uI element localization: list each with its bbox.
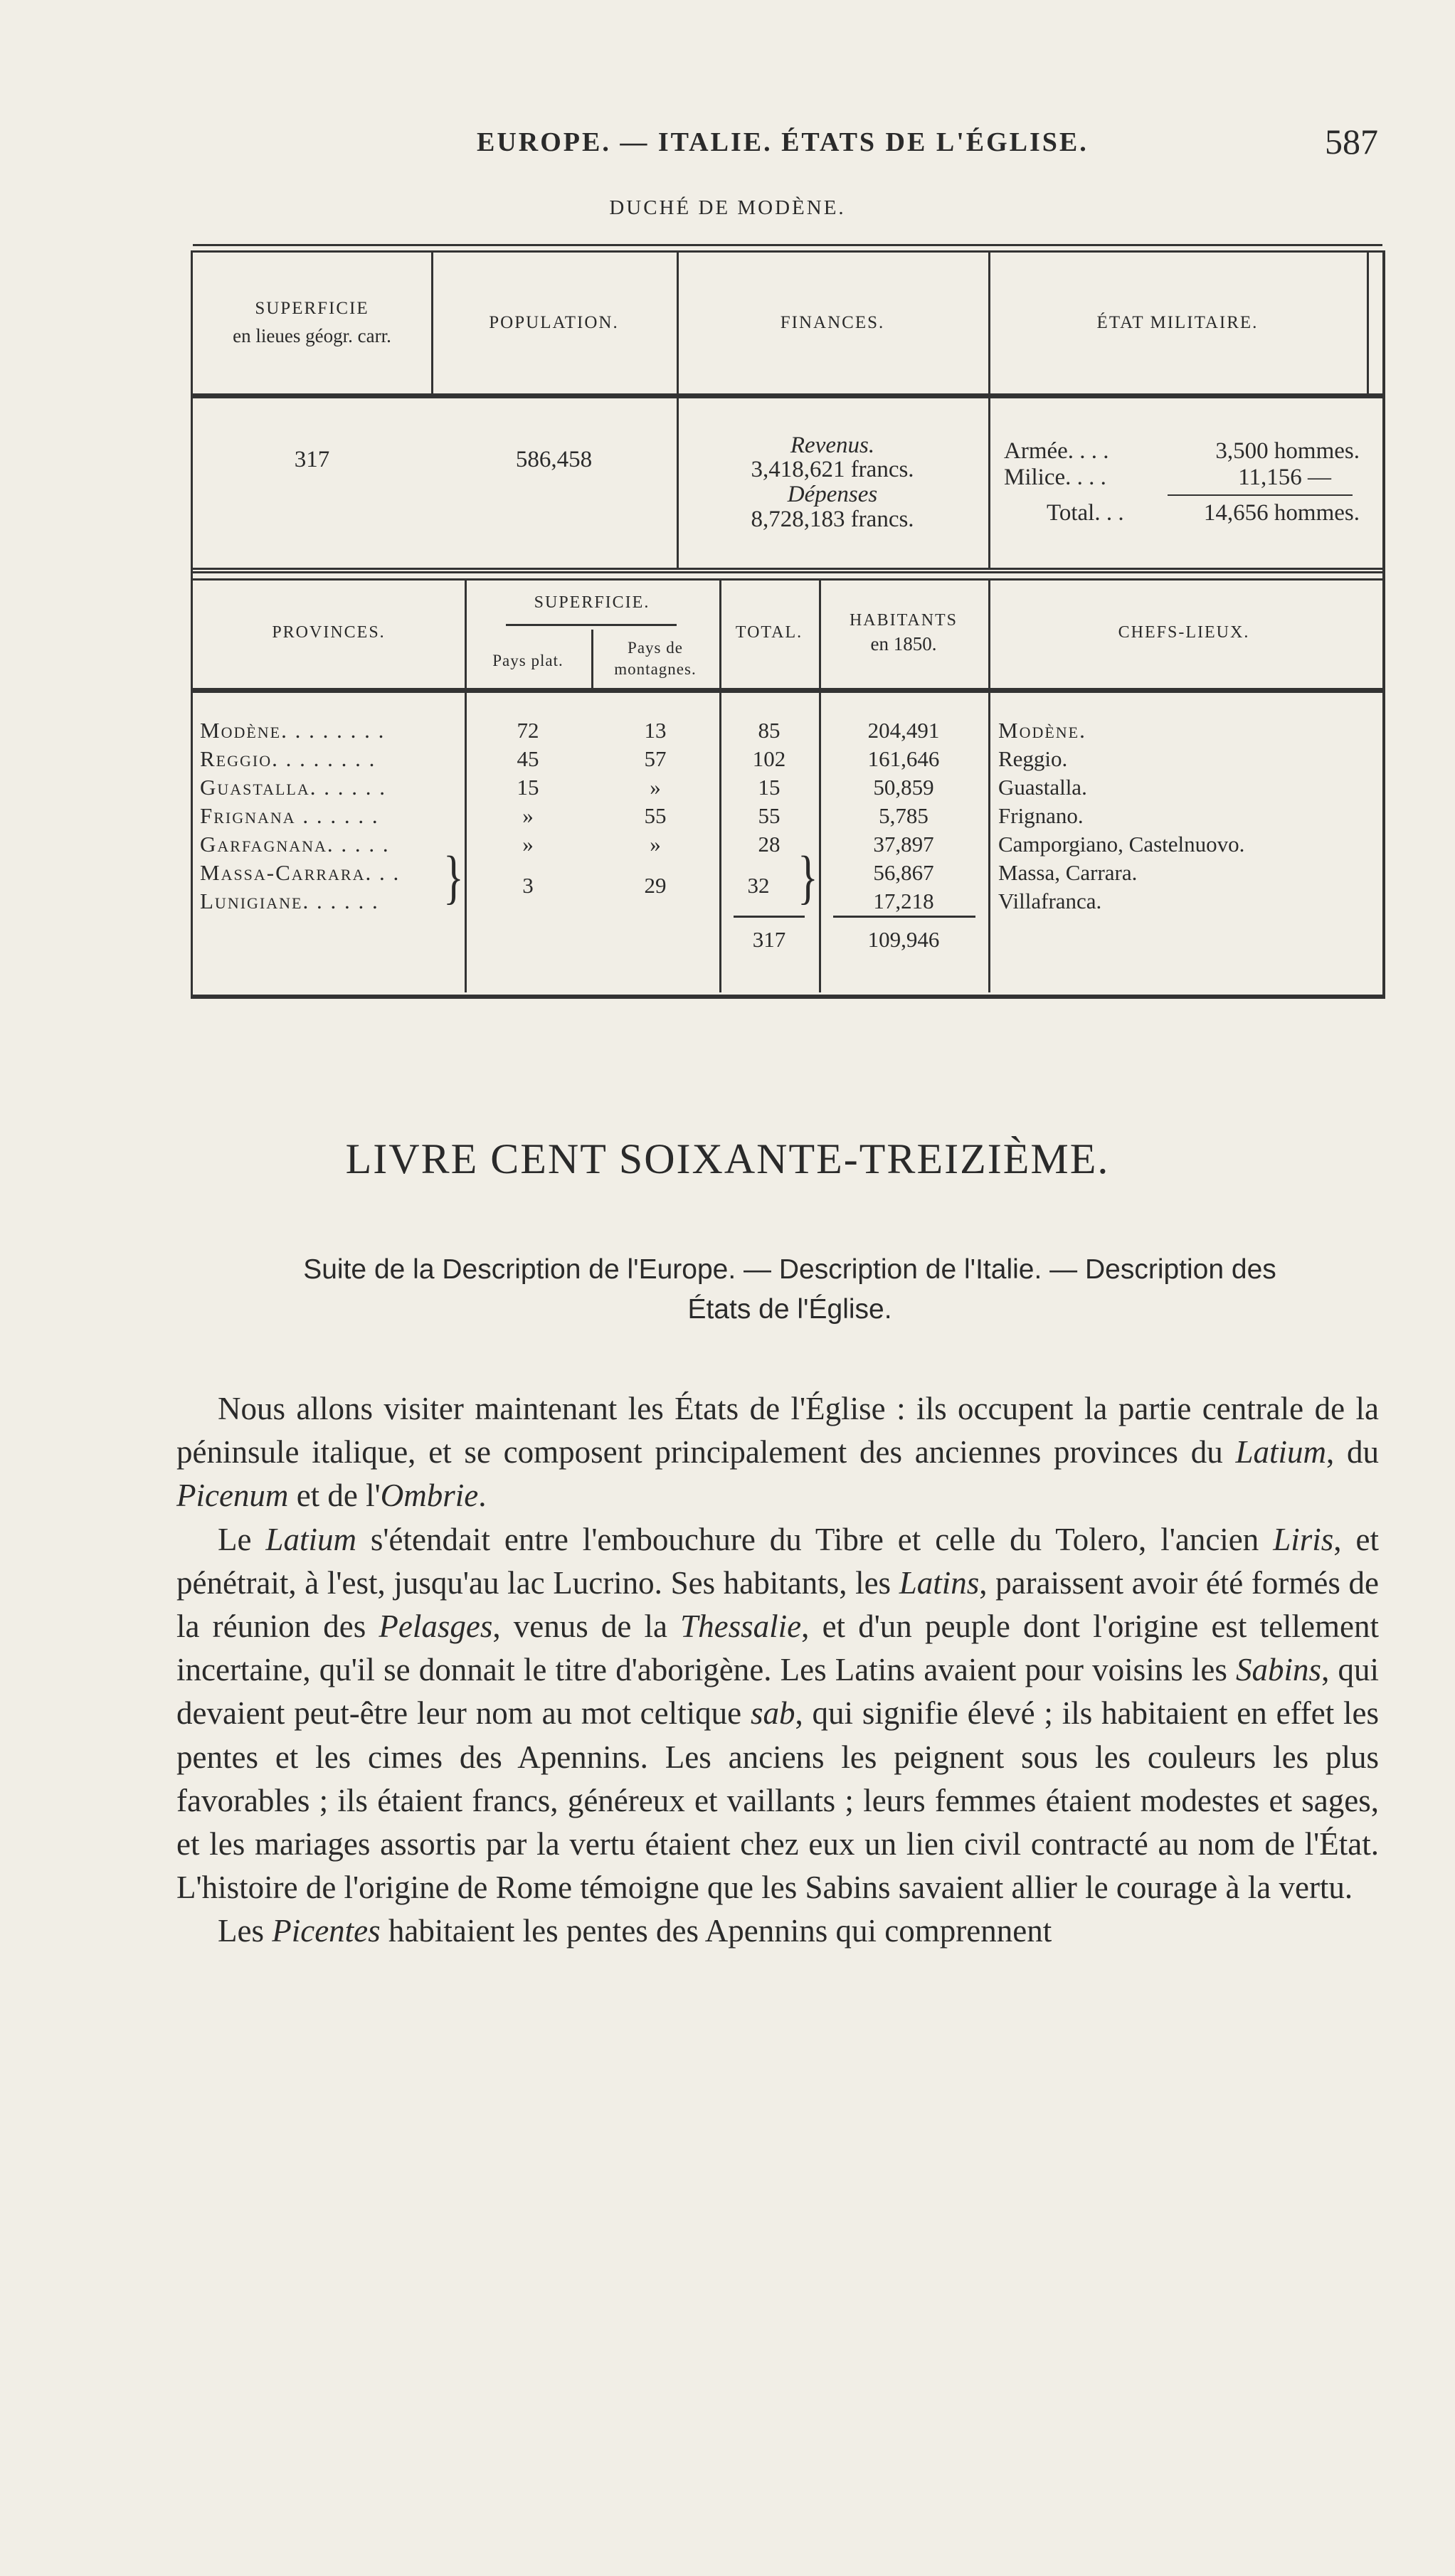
chefs-lieux-column [998, 716, 1375, 916]
province-name: Guastalla. . . . . . [200, 775, 386, 800]
total-value: 55 [758, 803, 781, 828]
armee-label: Armée. . . . [1004, 438, 1109, 464]
chef-lieu: Modène. [998, 718, 1086, 743]
header-provinces: PROVINCES. [272, 623, 386, 642]
text-run: Liris [1273, 1521, 1334, 1557]
chef-lieu: Frignano. [998, 803, 1084, 828]
header-habitants-line1: HABITANTS [849, 610, 958, 630]
pays-montagnes-value: 13 [644, 718, 667, 743]
population-value: 586,458 [515, 447, 593, 472]
header-rule [193, 688, 1382, 693]
text-run: Sabins [1236, 1652, 1322, 1688]
header-superficie-line2: en lieues géogr. carr. [233, 324, 391, 346]
merge-brace: } [798, 844, 818, 911]
chef-lieu: Reggio. [998, 746, 1068, 771]
merged-pays-montagnes: 29 [644, 873, 667, 898]
total-value: 102 [752, 746, 786, 771]
text-run: , du [1326, 1434, 1379, 1470]
summary-table [191, 250, 1385, 570]
pays-plat-value: » [522, 832, 534, 857]
habitants-value: 204,491 [867, 718, 940, 743]
province-name: Modène. . . . . . . . [200, 718, 386, 743]
armee-value: 3,500 hommes. [1215, 438, 1360, 464]
text-run: Nous allons visiter maintenant les États de l'Église : ils occupent la partie centrale de la péninsule italique, et se composent principalement des anciennes provinces du [176, 1391, 1379, 1470]
table-top-rule [193, 571, 1382, 573]
province-column [200, 716, 463, 916]
province-name: Frignana . . . . . . [200, 803, 379, 828]
header-finances: FINANCES. [780, 312, 885, 332]
merged-pays-plat: 3 [522, 873, 534, 898]
table-top-rule [193, 244, 1382, 246]
text-run: . [478, 1478, 487, 1514]
revenus-value: 3,418,621 francs. [751, 457, 914, 483]
header-pays-montagnes-line2: montagnes. [614, 660, 697, 678]
chef-lieu: Villafranca. [998, 889, 1102, 913]
chef-lieu: Guastalla. [998, 775, 1087, 800]
chapter-summary-line2: États de l'Église. [687, 1294, 892, 1325]
province-name: Lunigiane. . . . . . [200, 889, 379, 913]
pays-plat-value: 72 [517, 718, 539, 743]
revenus-label: Revenus. [790, 432, 875, 458]
text-run: , et pénétrait, à l'est, jusqu'au lac Lucrino. Ses habitants, les [176, 1521, 1379, 1601]
pays-plat-column [465, 716, 591, 859]
pays-montagnes-value: » [650, 832, 661, 857]
depenses-label: Dépenses [787, 482, 878, 507]
text-run: et de l' [288, 1478, 381, 1514]
pays-plat-value: » [522, 803, 534, 828]
text-run: Picentes [272, 1913, 381, 1949]
pays-montagnes-value: » [650, 775, 661, 800]
chapter-summary [199, 1250, 1380, 1330]
text-run: Latium [1235, 1434, 1326, 1470]
chef-lieu: Massa, Carrara. [998, 860, 1138, 885]
milice-value: 11,156 — [1238, 464, 1331, 490]
habitants-value: 56,867 [873, 860, 934, 885]
provinces-table [191, 566, 1385, 999]
total-value: 28 [758, 832, 781, 857]
header-habitants [819, 578, 988, 688]
total-value: 85 [758, 718, 781, 743]
militaire-total-label: Total. . . [1047, 500, 1124, 526]
grand-total: 317 [752, 927, 786, 952]
text-run: habitaient les pentes des Apennins qui comprennent [380, 1913, 1052, 1949]
total-sum-rule [734, 916, 805, 918]
header-pays-plat: Pays plat. [492, 652, 564, 670]
text-run: Thessalie [680, 1608, 802, 1645]
section-subtitle: DUCHÉ DE MODÈNE. [609, 196, 846, 219]
chapter-summary-line1: Suite de la Description de l'Europe. — Description de l'Italie. — Description des [303, 1254, 1276, 1285]
text-run: , paraissent avoir été formés de la réunion des [176, 1564, 1379, 1645]
text-run: s'étendait entre l'embouchure du Tibre et celle du Tolero, l'ancien [356, 1521, 1274, 1557]
sum-rule [1168, 494, 1353, 496]
habitants-column [819, 716, 988, 916]
depenses-value: 8,728,183 francs. [751, 506, 914, 532]
habitants-value: 37,897 [873, 832, 934, 857]
merge-brace: } [443, 844, 464, 911]
total-value: 15 [758, 775, 781, 800]
header-etat-militaire: ÉTAT MILITAIRE. [1096, 312, 1259, 332]
pays-montagnes-value: 57 [644, 746, 667, 771]
text-run: Picenum [176, 1478, 289, 1514]
militaire-cell [1004, 398, 1360, 566]
header-superficie: SUPERFICIE. [534, 593, 650, 613]
chef-lieu: Camporgiano, Castelnuovo. [998, 832, 1245, 857]
header-chefs-lieux: CHEFS-LIEUX. [1118, 623, 1250, 642]
text-run: Latium [265, 1521, 356, 1557]
text-run: , qui signifie élevé ; ils habitaient en effet les pentes et les cimes des Apennins. Les anciens les peignent sous les couleurs les plus favorables ; ils étaient francs, généreux et vaillants ; leurs femmes étaient modestes et sages, et les mariages assortis par la vertu étaient chez eux un lien civil contracté au nom de l'État. L'histoire de l'origine de Rome témoigne que les Sabins savaient allier le courage à la vertu. [176, 1695, 1380, 1906]
column-divider [1367, 253, 1369, 393]
habitants-sum-rule [833, 916, 975, 918]
habitants-grand-total: 109,946 [867, 927, 940, 952]
page-number: 587 [1325, 122, 1378, 161]
pays-plat-value: 45 [517, 746, 539, 771]
header-total: TOTAL. [735, 623, 803, 642]
text-run: sab [750, 1695, 795, 1732]
finances-cell [677, 398, 988, 566]
body-text [176, 1387, 1379, 1954]
paragraph [176, 1909, 1379, 1953]
superficie-rule [506, 624, 677, 626]
habitants-value: 161,646 [867, 746, 940, 771]
header-habitants-line2: en 1850. [870, 633, 937, 655]
paragraph [176, 1518, 1379, 1910]
header-rule [193, 393, 1382, 398]
province-name: Reggio. . . . . . . . [200, 746, 376, 771]
total-column [719, 716, 819, 859]
text-run: Les [218, 1913, 273, 1949]
superficie-value: 317 [294, 447, 330, 472]
pays-plat-value: 15 [517, 775, 539, 800]
header-superficie-line1: SUPERFICIE [255, 299, 369, 319]
text-run: , et d'un peuple dont l'origine est tellement incertaine, qu'il se donnait le titre d'aborigène. Les Latins avaient pour voisins les [176, 1608, 1380, 1688]
header-pays-montagnes-line1: Pays de [628, 639, 683, 657]
paragraph [176, 1387, 1379, 1518]
text-run: , qui devaient peut-être leur nom au mot celtique [176, 1652, 1379, 1732]
merged-total: 32 [747, 873, 770, 898]
habitants-value: 5,785 [879, 803, 928, 828]
running-title: EUROPE. — ITALIE. ÉTATS DE L'ÉGLISE. [477, 127, 1089, 157]
province-name: Massa-Carrara. . . [200, 860, 401, 885]
province-name: Garfagnana. . . . . [200, 832, 390, 857]
header-superficie [193, 253, 431, 393]
book-title: LIVRE CENT SOIXANTE-TREIZIÈME. [345, 1135, 1110, 1182]
text-run: Ombrie [380, 1478, 479, 1514]
text-run: , venus de la [492, 1608, 681, 1645]
text-run: Le [218, 1521, 266, 1557]
pays-montagnes-column [591, 716, 719, 859]
text-run: Latins [899, 1564, 980, 1601]
habitants-value: 17,218 [873, 889, 934, 913]
header-pays-montagnes [591, 630, 719, 688]
text-run: Pelasges [379, 1608, 493, 1645]
running-head [0, 122, 1455, 162]
militaire-total-value: 14,656 hommes. [1203, 500, 1360, 526]
habitants-value: 50,859 [873, 775, 934, 800]
header-population: POPULATION. [489, 312, 619, 332]
pays-montagnes-value: 55 [644, 803, 667, 828]
milice-label: Milice. . . . [1004, 464, 1106, 490]
